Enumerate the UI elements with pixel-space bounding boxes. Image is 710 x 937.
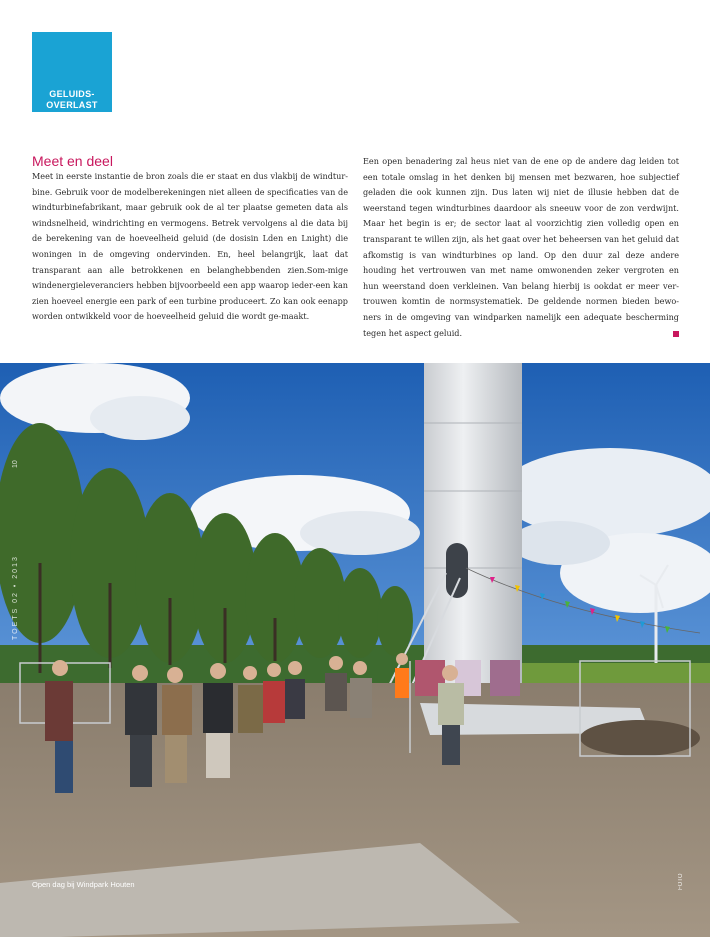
section-tag bbox=[32, 32, 112, 112]
photo-credit: FOTO bbox=[678, 873, 684, 890]
article-heading: Meet en deel bbox=[32, 153, 113, 169]
article-left-column: Meet in eerste instantie de bron zoals die er staat en dus vlakbij de windtur-bine. Gebruik voor de modelberekeningen niet alleen de specificaties van de windturbinefabrikant, maar gebruik ook de al ter plaatse gemeten data als windsnelheid, windrichting en vermogens. Betrek vervolgens al die data bij de berekening van de hoeveelheid geluid (de dosisin Lden en Lnight) die woningen in de omgeving ondervinden. En, heel belangrijk, laat dat transparant aan alle betrokkenen en belanghebbenden zien.Som-mige windenergieleveranciers hebben bijvoorbeeld een app waarop ieder-een kan zien hoeveel energie een park of een turbine produceert. Zo kan ook eenapp worden ontwikkeld voor de hoeveelheid geluid die wordt ge-maakt. bbox=[32, 171, 348, 322]
photo-caption: Open dag bij Windpark Houten bbox=[32, 880, 135, 889]
end-of-article-mark bbox=[673, 331, 679, 337]
article-right-column: Een open benadering zal heus niet van de ene op de andere dag leiden tot een totale omslag in het denken bij mensen met bezwaren, hoe subjectief geladen die ook kunnen zijn. Dus laten wij niet de illusie hebben dat de weerstand tegen windturbines daardoor als sneeuw voor de zon verdwijnt. Maar het begin is er; de sector laat al voorzichtig zien volledig open en transparant te willen zijn, als het gaat over het beheersen van het geluid dat afkomstig is van windturbines op land. Op den duur zal deze andere houding het vertrouwen van met name omwonenden zeker vergroten en hun weerstand doen verkleinen. Van belang hierbij is ookdat er meer ver-trouwen komtin de normsystematiek. De geldende normen bieden bewo-ners in de omgeving van windparken namelijk een adequate bescherming tegen het aspect geluid. bbox=[363, 156, 679, 338]
section-tag-line1: GELUIDS- bbox=[49, 89, 95, 99]
page-number: 10 bbox=[12, 460, 19, 468]
photo-illustration bbox=[0, 363, 710, 937]
wind-turbine-photo bbox=[0, 363, 710, 937]
magazine-side-label: TOETS 02 • 2013 bbox=[12, 555, 19, 640]
section-tag-line2: OVERLAST bbox=[46, 100, 98, 110]
article-right-column-wrap bbox=[363, 154, 679, 341]
